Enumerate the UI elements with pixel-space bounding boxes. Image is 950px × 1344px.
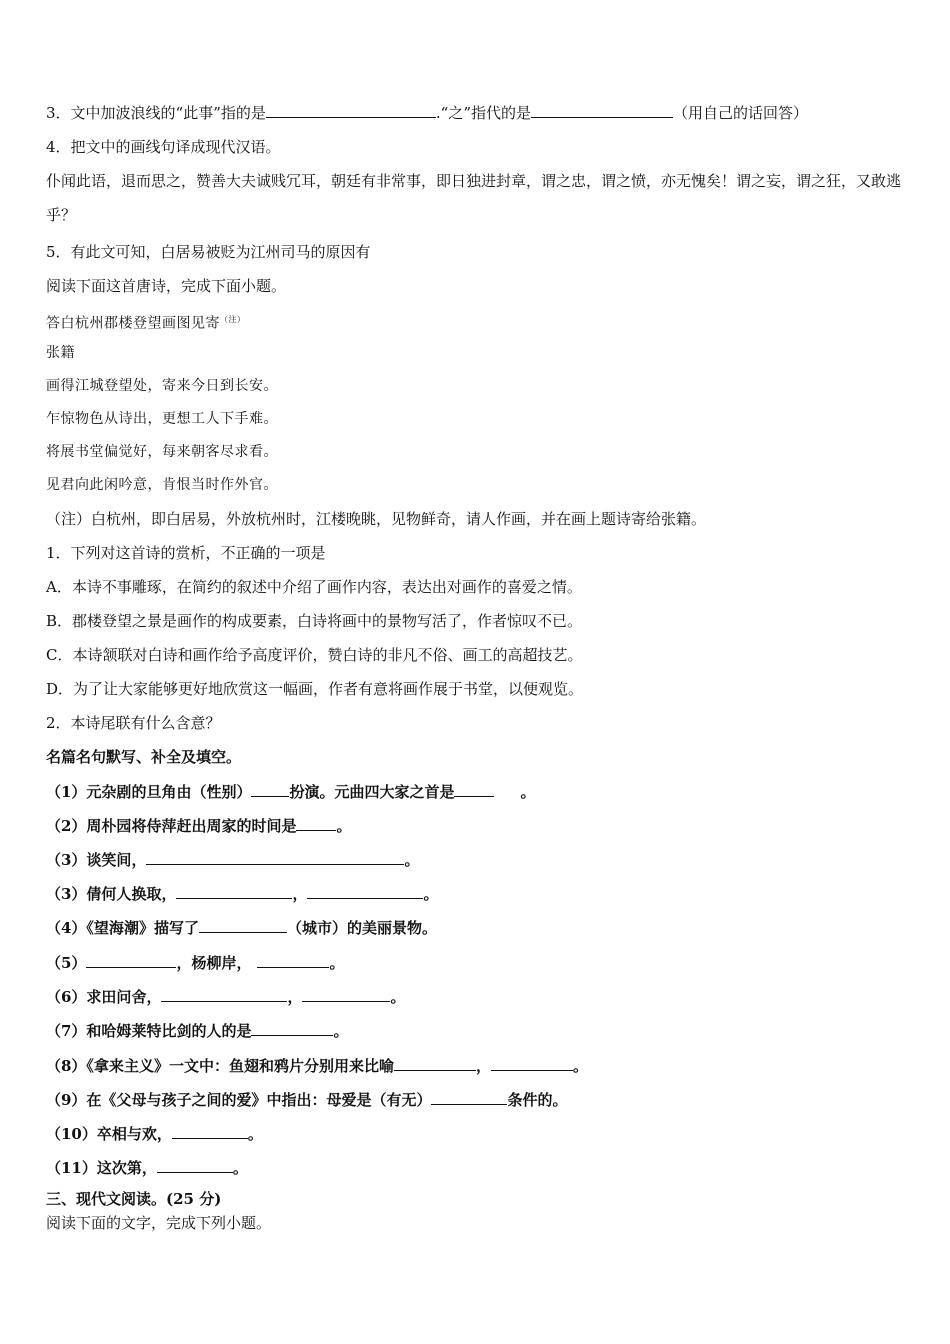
fill-item-8	[46, 1055, 910, 1076]
fill-text: （3）倩何人换取，	[46, 885, 177, 903]
q3-text-pre: 3．文中加波浪线的“此事”指的是	[46, 104, 266, 122]
fill-text: 。	[404, 851, 420, 869]
answer-blank[interactable]	[266, 102, 436, 118]
poem-question-2: 2．本诗尾联有什么含意？	[46, 714, 221, 732]
answer-blank[interactable]	[296, 815, 336, 831]
poem-line-4: 见君向此闲吟意，肯恨当时作外官。	[46, 477, 278, 493]
fill-text: 。	[423, 885, 439, 903]
fill-text: ，	[475, 1057, 491, 1075]
fill-text: 。	[520, 783, 536, 801]
answer-blank[interactable]	[251, 1020, 333, 1036]
fill-text: （城市）的美丽景物。	[286, 919, 437, 937]
answer-blank[interactable]	[307, 883, 423, 899]
fill-text: （5）	[46, 954, 87, 972]
fill-text: ，	[287, 988, 303, 1006]
option-a: A．本诗不事雕琢，在简约的叙述中介绍了画作内容，表达出对画作的喜爱之情。	[46, 578, 582, 596]
poem-question-1: 1．下列对这首诗的赏析，不正确的一项是	[46, 544, 326, 562]
answer-blank[interactable]	[454, 781, 494, 797]
fill-text: （10）卒相与欢，	[46, 1125, 172, 1143]
section-3-heading: 三、现代文阅读。(25 分)	[46, 1190, 222, 1208]
option-b: B．郡楼登望之景是画作的构成要素，白诗将画中的景物写活了，作者惊叹不已。	[46, 612, 583, 630]
q3-text-post: （用自己的话回答）	[673, 104, 809, 122]
fill-text: 。	[247, 1125, 263, 1143]
answer-blank[interactable]	[491, 1055, 573, 1071]
answer-blank[interactable]	[161, 986, 287, 1002]
fill-item-2	[46, 815, 910, 836]
poem-author: 张籍	[46, 345, 75, 361]
fill-item-10	[46, 1123, 910, 1144]
fill-item-6	[46, 986, 910, 1007]
fill-text: 。	[232, 1159, 248, 1177]
question-5-prompt: 5．有此文可知，白居易被贬为江州司马的原因有	[46, 243, 371, 261]
question-4-prompt: 4．把文中的画线句译成现代汉语。	[46, 138, 281, 156]
answer-blank[interactable]	[146, 849, 404, 865]
fill-text: 扮演。元曲四大家之首是	[289, 783, 455, 801]
fill-item-7	[46, 1020, 910, 1041]
poem-title-note: （注）	[220, 315, 246, 324]
fill-item-9	[46, 1089, 910, 1110]
fill-item-11	[46, 1157, 910, 1178]
fill-text: （9）在《父母与孩子之间的爱》中指出：母爱是（有无）	[46, 1091, 432, 1109]
answer-blank[interactable]	[86, 952, 176, 968]
answer-blank[interactable]	[302, 986, 390, 1002]
fill-section-heading: 名篇名句默写、补全及填空。	[46, 748, 242, 766]
poem-line-3: 将展书堂偏觉好，每来朝客尽求看。	[46, 444, 278, 460]
section-3-intro: 阅读下面的文字，完成下列小题。	[46, 1214, 272, 1232]
answer-blank[interactable]	[157, 1157, 233, 1173]
fill-text: 条件的。	[507, 1091, 568, 1109]
answer-blank[interactable]	[172, 1123, 248, 1139]
answer-blank[interactable]	[431, 1089, 507, 1105]
fill-text: （7）和哈姆莱特比剑的人的是	[46, 1022, 252, 1040]
poem-note: （注）白杭州，即白居易，外放杭州时，江楼晚眺，见物鲜奇，请人作画，并在画上题诗寄给张籍。	[46, 510, 707, 528]
answer-blank[interactable]	[531, 102, 673, 118]
fill-text: 。	[336, 817, 352, 835]
question-3	[46, 102, 910, 123]
poem-title	[46, 310, 910, 334]
fill-text: （8）《拿来主义》一文中：鱼翅和鸦片分别用来比喻	[46, 1057, 394, 1075]
fill-item-4	[46, 917, 910, 938]
answer-blank[interactable]	[176, 883, 292, 899]
q3-text-mid: .“之”指代的是	[435, 104, 531, 122]
fill-text: ，杨柳岸，	[176, 954, 252, 972]
fill-text: ，	[292, 885, 308, 903]
answer-blank[interactable]	[394, 1055, 476, 1071]
poem-title-text: 答白杭州郡楼登望画图见寄	[46, 315, 220, 332]
fill-text: 。	[333, 1022, 349, 1040]
fill-text: （4）《望海潮》描写了	[46, 919, 199, 937]
fill-text: 。	[329, 954, 345, 972]
fill-text: （1）元杂剧的旦角由（性别）	[46, 783, 252, 801]
option-c: C．本诗颔联对白诗和画作给予高度评价，赞白诗的非凡不俗、画工的高超技艺。	[46, 646, 583, 664]
option-d: D．为了让大家能够更好地欣赏这一幅画，作者有意将画作展于书堂，以便观览。	[46, 680, 584, 698]
answer-blank[interactable]	[199, 917, 287, 933]
fill-item-3	[46, 849, 910, 870]
fill-text: 。	[572, 1057, 588, 1075]
poem-line-2: 乍惊物色从诗出，更想工人下手难。	[46, 411, 278, 427]
poem-line-1: 画得江城登望处，寄来今日到长安。	[46, 378, 278, 394]
fill-text: （2）周朴园将侍萍赶出周家的时间是	[46, 817, 297, 835]
fill-text: 。	[390, 988, 406, 1006]
answer-blank[interactable]	[257, 952, 329, 968]
fill-item-5	[46, 952, 910, 973]
question-4-passage: 仆闻此语，退而思之，赞善大夫诚贱冗耳，朝廷有非常事，即日独进封章，谓之忠，谓之愤，亦无愧矣！谓之妄，谓之狂，又敢逃乎？	[46, 172, 902, 224]
answer-blank[interactable]	[251, 781, 289, 797]
fill-text: （3）谈笑间，	[46, 851, 147, 869]
fill-item-1	[46, 781, 910, 802]
poem-intro: 阅读下面这首唐诗，完成下面小题。	[46, 277, 287, 295]
fill-item-3b	[46, 883, 910, 904]
fill-text: （6）求田问舍，	[46, 988, 162, 1006]
fill-text: （11）这次第，	[46, 1159, 157, 1177]
